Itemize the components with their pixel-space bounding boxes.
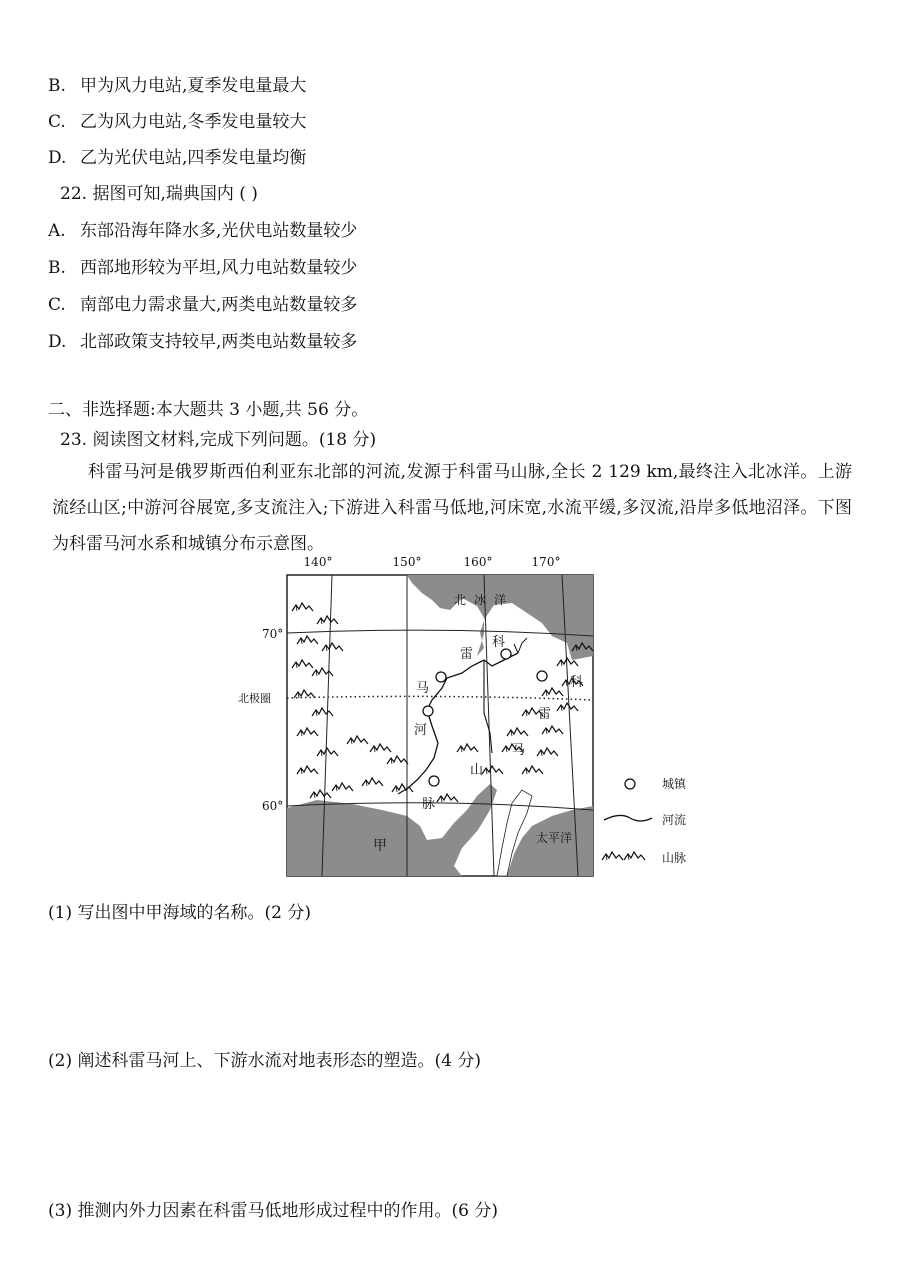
legend-mountain-symbol (602, 852, 623, 860)
subquestion-2: (2) 阐述科雷马河上、下游水流对地表形态的塑造。(4 分) (48, 1051, 481, 1071)
option-letter: A. (48, 221, 66, 241)
legend-town-label: 城镇 (662, 777, 687, 791)
q21-option-b (48, 74, 306, 98)
legend-town-symbol (625, 779, 635, 789)
subquestion-3: (3) 推测内外力因素在科雷马低地形成过程中的作用。(6 分) (48, 1201, 498, 1221)
option-text: 甲为风力电站,夏季发电量最大 (80, 76, 307, 96)
legend-river-label: 河流 (662, 813, 687, 827)
subquestion-1: (1) 写出图中甲海域的名称。(2 分) (48, 903, 311, 923)
mountain-char: 雷 (538, 707, 552, 722)
option-letter: D. (48, 332, 67, 352)
legend (602, 776, 687, 865)
q21-option-d (48, 146, 306, 170)
mountain-char: 科 (570, 675, 584, 690)
lat-label: 70° (262, 627, 284, 641)
mountain-char: 山 (470, 763, 484, 778)
option-text: 北部政策支持较早,两类电站数量较多 (80, 332, 358, 352)
option-letter: B. (48, 258, 66, 278)
q23-paragraph: 科雷马河是俄罗斯西伯利亚东北部的河流,发源于科雷马山脉,全长 2 129 km,最终注入北冰洋。上游流经山区;中游河谷展宽,多支流注入;下游进入科雷马低地,河床宽,水流平缓,多汊流,沿岸多低地沼泽。下图为科雷马河水系和城镇分布示意图。 (52, 462, 852, 554)
option-letter: C. (48, 112, 66, 132)
arctic-ocean-label: 北冰洋 (453, 593, 515, 607)
option-text: 乙为光伏电站,四季发电量均衡 (80, 148, 307, 168)
option-text: 西部地形较为平坦,风力电站数量较少 (80, 258, 358, 278)
option-text: 乙为风力电站,冬季发电量较大 (80, 112, 307, 132)
lon-label: 140° (303, 555, 333, 569)
q22-option-a (48, 219, 357, 243)
option-text: 东部沿海年降水多,光伏电站数量较少 (80, 221, 358, 241)
lon-label: 170° (531, 555, 561, 569)
option-letter: C. (48, 295, 66, 315)
river-char: 科 (492, 635, 506, 650)
section-heading: 二、非选择题:本大题共 3 小题,共 56 分。 (48, 400, 369, 420)
river-char: 河 (414, 723, 428, 738)
sea-jia-label: 甲 (373, 838, 387, 854)
q21-option-c (48, 110, 306, 134)
q23-stem: 23. 阅读图文材料,完成下列问题。(18 分) (60, 430, 377, 450)
lat-label: 60° (262, 799, 284, 813)
mountain-char: 马 (512, 743, 526, 758)
option-letter: D. (48, 148, 67, 168)
legend-mountain-label: 山脉 (662, 851, 687, 865)
river-char: 雷 (460, 647, 474, 662)
q22-option-b (48, 256, 357, 280)
arctic-circle-label: 北极圈 (238, 692, 271, 705)
q22-stem: 22. 据图可知,瑞典国内 ( ) (60, 184, 258, 204)
legend-river-symbol (604, 815, 652, 821)
option-text: 南部电力需求量大,两类电站数量较多 (80, 295, 358, 315)
mountain-char: 脉 (422, 797, 436, 812)
lon-label: 160° (463, 555, 493, 569)
q22-option-c (48, 293, 357, 317)
river-char: 马 (416, 681, 430, 696)
option-letter: B. (48, 76, 66, 96)
pacific-label: 太平洋 (535, 831, 573, 845)
kolyma-map (222, 548, 702, 884)
q22-option-d (48, 330, 357, 354)
lon-label: 150° (392, 555, 422, 569)
